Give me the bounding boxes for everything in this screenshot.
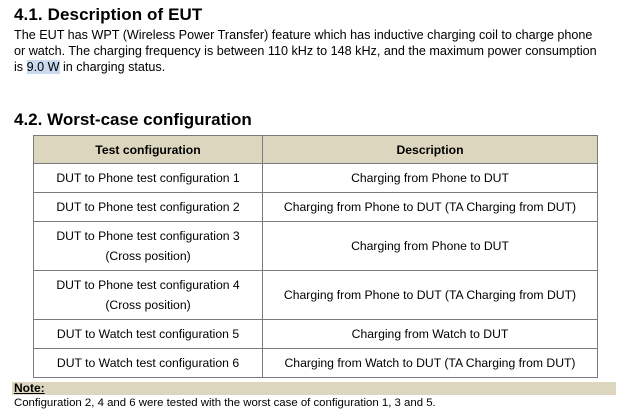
note-text: Configuration 2, 4 and 6 were tested with the worst case of configuration 1, 3 and 5. <box>14 397 436 409</box>
cell-config: DUT to Phone test configuration 2 <box>34 193 263 222</box>
para-line-3-post: in charging status. <box>59 60 166 74</box>
cell-config: DUT to Phone test configuration 1 <box>34 164 263 193</box>
table-row <box>34 320 598 349</box>
para-line-2: or watch. The charging frequency is between 110 kHz to 148 kHz, and the maximum power consumption <box>14 44 597 58</box>
cell-config-line1: DUT to Phone test configuration 3 <box>56 229 240 243</box>
cell-description: Charging from Phone to DUT <box>263 222 598 271</box>
note-bar <box>12 382 616 395</box>
cell-config-line2: (Cross position) <box>105 298 191 312</box>
table-row <box>34 271 598 320</box>
table-row <box>34 164 598 193</box>
highlighted-power-value: 9.0 W <box>26 60 60 74</box>
cell-description: Charging from Phone to DUT (TA Charging from DUT) <box>263 193 598 222</box>
cell-config: DUT to Watch test configuration 6 <box>34 349 263 378</box>
header-description: Description <box>263 136 598 164</box>
cell-description: Charging from Watch to DUT (TA Charging from DUT) <box>263 349 598 378</box>
table-row <box>34 193 598 222</box>
header-test-configuration: Test configuration <box>34 136 263 164</box>
table-header-row <box>34 136 598 164</box>
description-paragraph <box>14 27 624 75</box>
cell-config <box>34 271 263 320</box>
para-line-1: The EUT has WPT (Wireless Power Transfer) feature which has inductive charging coil to charge phone <box>14 28 593 42</box>
cell-config: DUT to Watch test configuration 5 <box>34 320 263 349</box>
table-row <box>34 349 598 378</box>
section-heading-description: 4.1. Description of EUT <box>14 5 203 24</box>
para-line-3-pre: is <box>14 60 27 74</box>
cell-description: Charging from Phone to DUT <box>263 164 598 193</box>
cell-description: Charging from Watch to DUT <box>263 320 598 349</box>
cell-config-line1: DUT to Phone test configuration 4 <box>56 278 240 292</box>
section-heading-worst-case: 4.2. Worst-case configuration <box>14 110 252 129</box>
table-row <box>34 222 598 271</box>
note-label: Note: <box>14 381 45 395</box>
configuration-table <box>33 135 598 378</box>
cell-description: Charging from Phone to DUT (TA Charging from DUT) <box>263 271 598 320</box>
cell-config-line2: (Cross position) <box>105 249 191 263</box>
cell-config <box>34 222 263 271</box>
